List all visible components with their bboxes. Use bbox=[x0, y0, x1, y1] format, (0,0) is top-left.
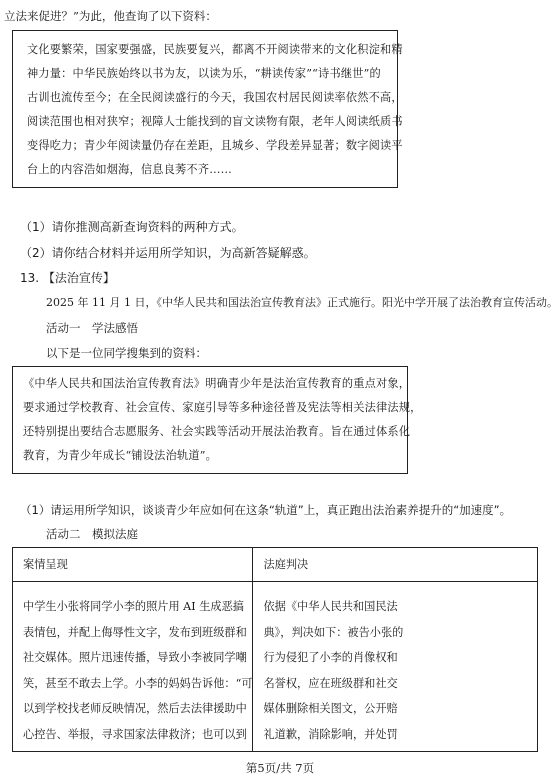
table-cell-verdict bbox=[253, 582, 538, 752]
case-line: 社交媒体。照片迅速传播，导致小李被同学嘲 bbox=[23, 651, 247, 664]
page-footer: 第5页/共 7页 bbox=[245, 761, 315, 775]
activity1-title: 活动一 学法感悟 bbox=[46, 321, 138, 335]
q13-sub1: （1）请运用所学知识，谈谈青少年应如何在这条“轨道”上，真正跑出法治素养提升的“加速度”。 bbox=[20, 503, 512, 517]
intro-line: 立法来促进？”为此，他查询了以下资料： bbox=[4, 9, 217, 23]
verdict-line: 依据《中华人民共和国民法 bbox=[263, 600, 398, 613]
verdict-line: 行为侵犯了小李的肖像权和 bbox=[263, 651, 398, 664]
material-box-1 bbox=[12, 30, 403, 188]
material-intro: 以下是一位同学搜集到的资料： bbox=[46, 346, 207, 360]
q12-sub1: （1）请你推测高新查询资料的两种方式。 bbox=[20, 220, 244, 234]
material-line: 古训也流传至今；在全民阅读盛行的今天，我国农村居民阅读率依然不高， bbox=[27, 91, 403, 104]
verdict-line: 礼道歉，消除影响，并处罚 bbox=[263, 727, 398, 741]
case-line: 笑，甚至不敢去上学。小李的妈妈告诉他：“可 bbox=[23, 676, 253, 690]
material-line: 神力量：中华民族始终以书为友，以读为乐，“耕读传家”“诗书继世”的 bbox=[27, 67, 381, 80]
material-box-2 bbox=[12, 366, 422, 474]
material-line: 文化要繁荣，国家要强盛，民族要复兴，都离不开阅读带来的文化积淀和精 bbox=[27, 43, 403, 56]
activity2-title: 活动二 模拟法庭 bbox=[46, 527, 138, 541]
case-line: 中学生小张将同学小李的照片用 AI 生成恶搞 bbox=[23, 600, 244, 613]
material-line: 变得吃力；青少年阅读量仍存在差距，且城乡、学段差异显著；数字阅读平 bbox=[27, 139, 403, 152]
table-header-case: 案情呈现 bbox=[13, 548, 253, 582]
material-line: 《中华人民共和国法治宣传教育法》明确青少年是法治宣传教育的重点对象， bbox=[23, 377, 411, 390]
material-line: 台上的内容浩如烟海，信息良莠不齐…… bbox=[27, 163, 232, 176]
material-line: 要求通过学校教育、社会宣传、家庭引导等多种途径普及宪法等相关法律法规， bbox=[23, 401, 422, 414]
case-table bbox=[12, 547, 538, 752]
verdict-line: 典》，判决如下：被告小张的 bbox=[263, 625, 404, 639]
case-line: 以到学校找老师反映情况，然后去法律援助中 bbox=[23, 702, 247, 715]
case-line: 心控告、举报，寻求国家法律救济；也可以到 bbox=[23, 727, 247, 741]
verdict-line: 名誉权，应在班级群和社交 bbox=[263, 676, 398, 690]
table-cell-case bbox=[13, 582, 253, 752]
q12-sub2: （2）请你结合材料并运用所学知识，为高新答疑解惑。 bbox=[20, 246, 316, 260]
q13-intro: 2025 年 11 月 1 日，《中华人民共和国法治宣传教育法》正式施行。阳光中学开展了法治教育宣传活动。 bbox=[46, 296, 558, 309]
material-line: 还特别提出要结合志愿服务、社会实践等活动开展法治教育。旨在通过体系化 bbox=[23, 425, 411, 438]
table-header-verdict: 法庭判决 bbox=[253, 548, 538, 582]
q13-heading: 13. 【法治宣传】 bbox=[20, 271, 115, 285]
material-line: 教育，为青少年成长“铺设法治轨道”。 bbox=[23, 449, 218, 462]
verdict-line: 媒体删除相关图文，公开赔 bbox=[263, 702, 398, 715]
material-line: 阅读范围也相对狭窄；视障人士能找到的盲文读物有限，老年人阅读纸质书 bbox=[27, 115, 403, 128]
case-line: 表情包，并配上侮辱性文字，发布到班级群和 bbox=[23, 625, 247, 639]
